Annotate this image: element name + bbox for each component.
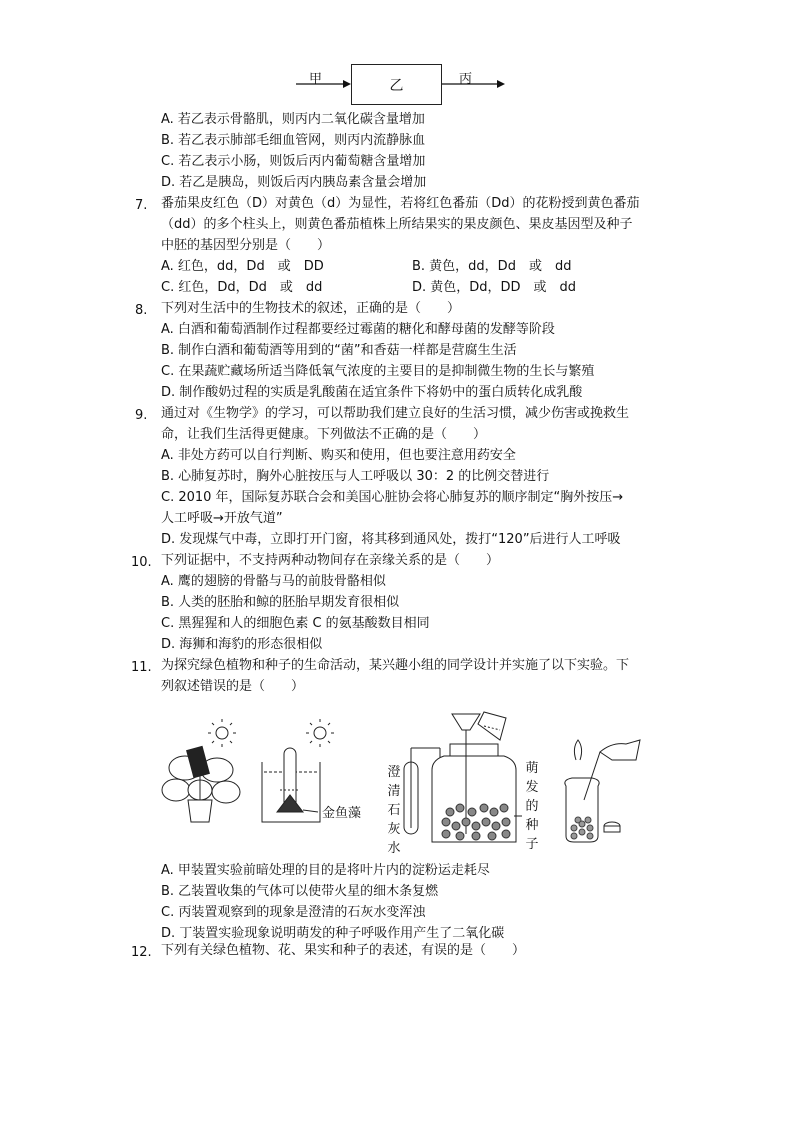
q11-option-c: C. 丙装置观察到的现象是澄清的石灰水变浑浊 [161, 905, 426, 920]
q9-option-c: C. 2010 年，国际复苏联合会和美国心脏协会将心肺复苏的顺序制定“胸外按压→ [161, 490, 624, 505]
potted-plant [162, 746, 240, 822]
flow-left-label: 甲 [309, 72, 323, 87]
goldfish-label: 金鱼藻 [322, 806, 362, 821]
seeds-label-char: 的 [525, 799, 539, 814]
q7-option-c: C. 红色，Dd，Dd 或 dd [161, 280, 323, 295]
q7-stem-line: 番茄果皮红色（D）对黄色（d）为显性，若将红色番茄（Dd）的花粉授到黄色番茄 [161, 196, 640, 211]
pouring-beaker [478, 712, 506, 740]
q6-option-d: D. 若乙是胰岛，则饭后丙内胰岛素含量会增加 [161, 175, 427, 190]
q7-option-a: A. 红色，dd，Dd 或 DD [161, 259, 324, 274]
q11-stem-line: 列叙述错误的是（ ） [161, 679, 305, 694]
seeds-label-char: 发 [525, 780, 539, 795]
q8-number: 8. [135, 303, 148, 318]
limewater-label-char: 澄 [387, 765, 401, 780]
q8-stem: 下列对生活中的生物技术的叙述，正确的是（ ） [161, 301, 461, 316]
q9-number: 9. [135, 408, 148, 423]
seeds-label-char: 子 [525, 837, 539, 852]
candle-jar [565, 740, 640, 842]
q12-number: 12. [131, 945, 152, 960]
q7-option-b: B. 黄色，dd，Dd 或 dd [412, 259, 572, 274]
q8-option-c: C. 在果蔬贮藏场所适当降低氧气浓度的主要目的是抑制微生物的生长与繁殖 [161, 364, 595, 379]
limewater-label-char: 石 [387, 803, 401, 818]
flow-right-label: 丙 [459, 72, 473, 87]
seed-jar [432, 714, 522, 842]
seeds-label-char: 种 [525, 818, 539, 833]
q10-option-b: B. 人类的胚胎和鲸的胚胎早期发育很相似 [161, 595, 400, 610]
q7-number: 7. [135, 198, 148, 213]
q12-stem: 下列有关绿色植物、花、果实和种子的表述，有误的是（ ） [161, 943, 526, 958]
limewater-label-char: 灰 [387, 822, 401, 837]
q11-number: 11. [131, 660, 152, 675]
q11-stem-line: 为探究绿色植物和种子的生命活动，某兴趣小组的同学设计并实施了以下实验。下 [161, 658, 630, 673]
limewater-label-char: 水 [387, 841, 401, 856]
q9-option-b: B. 心肺复苏时，胸外心脏按压与人工呼吸以 30：2 的比例交替进行 [161, 469, 550, 484]
q8-option-a: A. 白酒和葡萄酒制作过程都要经过霉菌的糖化和酵母菌的发酵等阶段 [161, 322, 555, 337]
q7-stem-line: 中胚的基因型分别是（ ） [161, 238, 331, 253]
q6-option-a: A. 若乙表示骨骼肌，则丙内二氧化碳含量增加 [161, 112, 425, 127]
q9-option-c-cont: 人工呼吸→开放气道” [161, 511, 283, 526]
q10-option-c: C. 黑猩猩和人的细胞色素 C 的氨基酸数目相同 [161, 616, 430, 631]
q7-option-d: D. 黄色，Dd，DD 或 dd [412, 280, 577, 295]
sun-icon [208, 719, 236, 747]
q8-option-d: D. 制作酸奶过程的实质是乳酸菌在适宜条件下将奶中的蛋白质转化成乳酸 [161, 385, 583, 400]
q11-option-a: A. 甲装置实验前暗处理的目的是将叶片内的淀粉运走耗尽 [161, 863, 490, 878]
goldfish-beaker [262, 748, 320, 822]
seeds-label-char: 萌 [525, 761, 539, 776]
sun-icon [306, 719, 334, 747]
q6-option-c: C. 若乙表示小肠，则饭后丙内葡萄糖含量增加 [161, 154, 426, 169]
q9-stem-line: 命，让我们生活得更健康。下列做法不正确的是（ ） [161, 427, 487, 442]
q10-option-d: D. 海狮和海豹的形态很相似 [161, 637, 323, 652]
q6-option-b: B. 若乙表示肺部毛细血管网，则丙内流静脉血 [161, 133, 426, 148]
q10-option-a: A. 鹰的翅膀的骨骼与马的前肢骨骼相似 [161, 574, 386, 589]
q9-option-d: D. 发现煤气中毒，立即打开门窗，将其移到通风处，拨打“120”后进行人工呼吸 [161, 532, 621, 547]
flow-box-label: 乙 [389, 77, 404, 94]
q10-number: 10. [131, 555, 152, 570]
q8-option-b: B. 制作白酒和葡萄酒等用到的“菌”和香菇一样都是营腐生生活 [161, 343, 517, 358]
q11-option-d: D. 丁装置实验现象说明萌发的种子呼吸作用产生了二氧化碳 [161, 926, 505, 941]
q7-stem-line: （dd）的多个柱头上，则黄色番茄植株上所结果实的果皮颜色、果皮基因型及种子 [161, 217, 633, 232]
q10-stem: 下列证据中，不支持两种动物间存在亲缘关系的是（ ） [161, 553, 500, 568]
q11-option-b: B. 乙装置收集的气体可以使带火星的细木条复燃 [161, 884, 439, 899]
q9-option-a: A. 非处方药可以自行判断、购买和使用，但也要注意用药安全 [161, 448, 516, 463]
q9-stem-line: 通过对《生物学》的学习，可以帮助我们建立良好的生活习惯，减少伤害或挽救生 [161, 406, 630, 421]
limewater-label-char: 清 [387, 784, 401, 799]
